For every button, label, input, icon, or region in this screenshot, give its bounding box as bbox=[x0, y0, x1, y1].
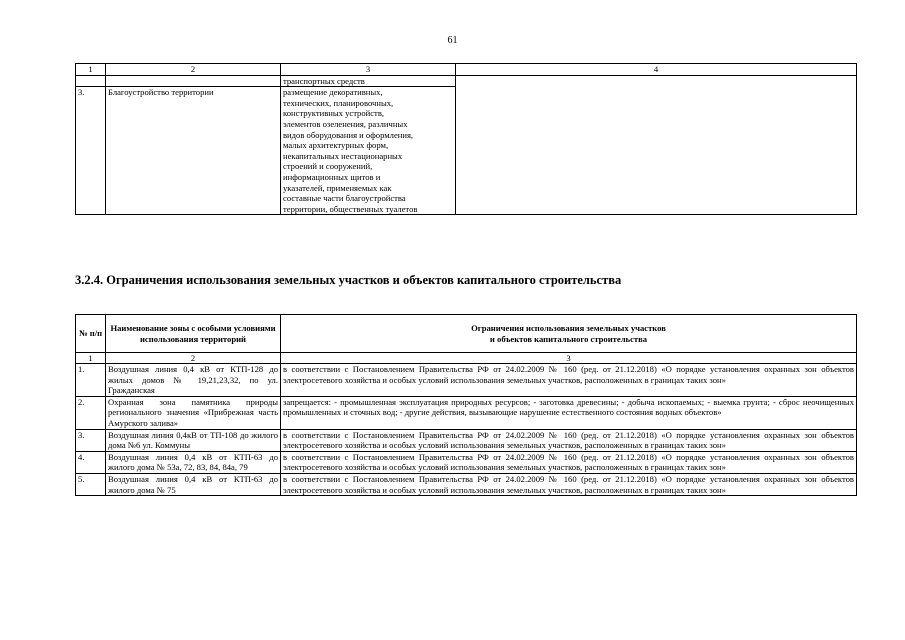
restriction-text: в соответствии с Постановлением Правительства РФ от 24.02.2009 № 160 (ред. от 21.12.2018) «О порядке установления охранных зон объектов электросетевого хозяйства и особых условий использования земельных участков, расположенных в границах таких зон» bbox=[281, 451, 857, 473]
zone-name: Воздушная линия 0,4 кВ от КТП-63 до жилого дома № 53а, 72, 83, 84, 84а, 79 bbox=[106, 451, 281, 473]
column-number: 1 bbox=[76, 64, 106, 76]
description-line: видов оборудования и оформления, bbox=[283, 129, 414, 140]
zone-name: Охранная зона памятника природы регионального значения «Прибрежная часть Амурского залива» bbox=[106, 396, 281, 429]
description-line: некапитальных нестационарных bbox=[283, 150, 403, 161]
description-line: строений и сооружений, bbox=[283, 161, 373, 172]
column-number: 3 bbox=[281, 64, 456, 76]
column-number-row bbox=[76, 64, 857, 76]
header-zone-name: Наименование зоны с особыми условиями использования территорий bbox=[106, 315, 281, 353]
land-use-description bbox=[281, 87, 456, 215]
table-row bbox=[76, 451, 857, 473]
restrictions-table bbox=[75, 314, 857, 496]
zone-name: Воздушная линия 0,4 кВ от КТП-128 до жилых домов № 19,21,23,32, по ул. Гражданская bbox=[106, 364, 281, 397]
land-use-table-continuation bbox=[75, 63, 857, 215]
table-cell bbox=[456, 75, 857, 215]
table-header-row bbox=[76, 315, 857, 353]
header-restrictions bbox=[281, 315, 857, 353]
table-cell bbox=[106, 75, 281, 87]
table-row bbox=[76, 75, 857, 87]
column-number: 1 bbox=[76, 353, 106, 364]
row-number: 2. bbox=[76, 396, 106, 429]
table-row bbox=[76, 396, 857, 429]
description-line: малых архитектурных форм, bbox=[283, 140, 389, 151]
description-line: технических, планировочных, bbox=[283, 97, 394, 108]
restriction-text: запрещается: - промышленная эксплуатация природных ресурсов; - заготовка древесины; - добыча ископаемых; - выемка грунта; - сброс неочищенных промышленных и сточных вод; - другие действия, вызывающие нарушение естественного состояния водных объектов» bbox=[281, 396, 857, 429]
description-line: элементов озеленения, различных bbox=[283, 118, 408, 129]
restriction-text: в соответствии с Постановлением Правительства РФ от 24.02.2009 № 160 (ред. от 21.12.2018) «О порядке установления охранных зон объектов электросетевого хозяйства и особых условий использования земельных участков, расположенных в границах таких зон» bbox=[281, 429, 857, 451]
description-line: информационных щитов и bbox=[283, 171, 381, 182]
header-restrictions-line: Ограничения использования земельных участков bbox=[471, 322, 666, 333]
section-heading: 3.2.4. Ограничения использования земельных участков и объектов капитального строительства bbox=[75, 273, 622, 287]
zone-name: Воздушная линия 0,4кВ от ТП-108 до жилого дома №6 ул. Коммуны bbox=[106, 429, 281, 451]
table-row bbox=[76, 429, 857, 451]
column-number: 3 bbox=[281, 353, 857, 364]
row-number: 1. bbox=[76, 364, 106, 397]
column-number: 2 bbox=[106, 64, 281, 76]
row-number: 3. bbox=[76, 429, 106, 451]
header-restrictions-line: и объектов капитального строительства bbox=[489, 333, 648, 344]
column-number: 4 bbox=[456, 64, 857, 76]
description-line: составные части благоустройства bbox=[283, 193, 406, 204]
page-number: 61 bbox=[447, 35, 458, 46]
row-number: 5. bbox=[76, 473, 106, 495]
table-row bbox=[76, 364, 857, 397]
row-number: 4. bbox=[76, 451, 106, 473]
description-line: территории, общественных туалетов bbox=[283, 203, 418, 214]
description-line: конструктивных устройств, bbox=[283, 108, 385, 119]
column-number: 2 bbox=[106, 353, 281, 364]
description-line: указателей, применяемых как bbox=[283, 182, 392, 193]
row-number: 3. bbox=[76, 87, 106, 215]
restriction-text: в соответствии с Постановлением Правительства РФ от 24.02.2009 № 160 (ред. от 21.12.2018) «О порядке установления охранных зон объектов электросетевого хозяйства и особых условий использования земельных участков, расположенных в границах таких зон» bbox=[281, 364, 857, 397]
restriction-text: в соответствии с Постановлением Правительства РФ от 24.02.2009 № 160 (ред. от 21.12.2018) «О порядке установления охранных зон объектов электросетевого хозяйства и особых условий использования земельных участков, расположенных в границах таких зон» bbox=[281, 473, 857, 495]
description-line: размещение декоративных, bbox=[283, 87, 383, 98]
table-row bbox=[76, 473, 857, 495]
land-use-name: Благоустройство территории bbox=[106, 87, 281, 215]
table-cell: транспортных средств bbox=[281, 75, 456, 87]
column-number-row bbox=[76, 353, 857, 364]
table-cell bbox=[76, 75, 106, 87]
header-number: № п/п bbox=[76, 315, 106, 353]
zone-name: Воздушная линия 0,4 кВ от КТП-63 до жилого дома № 75 bbox=[106, 473, 281, 495]
